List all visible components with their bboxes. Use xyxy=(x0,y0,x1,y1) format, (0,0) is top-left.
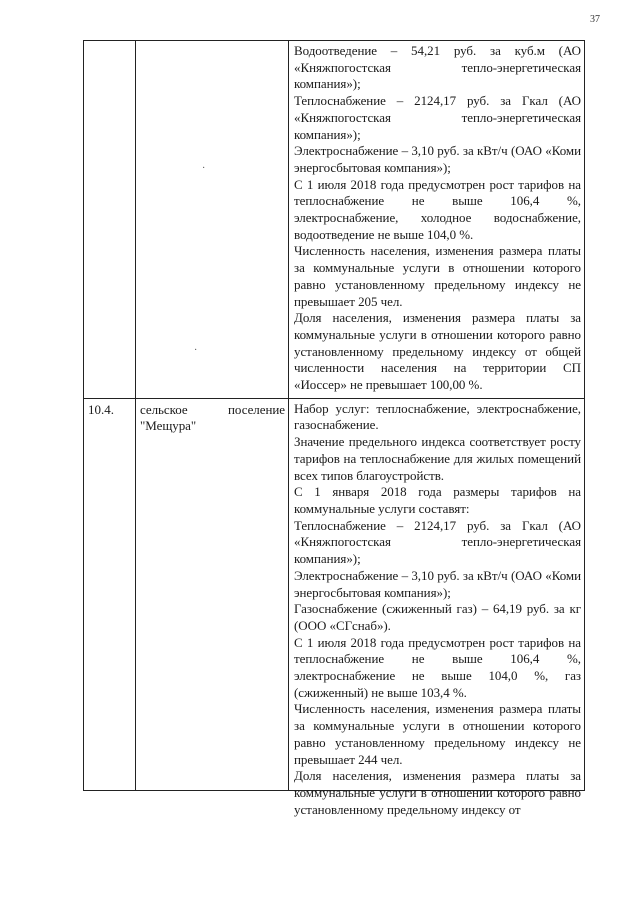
paragraph: Доля населения, изменения размера платы за коммунальные услуги в отношении которого равно установленному предельному индексу от xyxy=(294,768,581,817)
paragraph: Набор услуг: теплоснабжение, электроснабжение, газоснабжение. xyxy=(294,400,581,433)
paragraph: Численность населения, изменения размера платы за коммунальные услуги в отношении которого равно установленному предельному индексу не превышает 244 чел. xyxy=(294,701,581,767)
paragraph: Теплоснабжение – 2124,17 руб. за Гкал (АО «Княжпогостская тепло-энергетическая компания»); xyxy=(294,517,581,567)
tariff-description-cell xyxy=(289,398,585,817)
row-number-cell xyxy=(84,41,136,399)
paragraph: С 1 января 2018 года размеры тарифов на коммунальные услуги составят: xyxy=(294,484,581,516)
paragraph: Теплоснабжение – 2124,17 руб. за Гкал (АО «Княжпогостская тепло-энергетическая компания»); xyxy=(294,93,581,142)
paragraph: Электроснабжение – 3,10 руб. за кВт/ч (ОАО «Коми энергосбытовая компания»); xyxy=(294,567,581,600)
paragraph: С 1 июля 2018 года предусмотрен рост тарифов на теплоснабжение не выше 106,4 %, электроснабжение не выше 104,0 %, газ (сжиженный) не выше 103,4 %. xyxy=(294,634,581,700)
page-number: 37 xyxy=(590,14,600,25)
paragraph: Численность населения, изменения размера платы за коммунальные услуги в отношении которого равно установленному предельному индексу не превышает 205 чел. xyxy=(294,243,581,309)
scan-dot-mark: · xyxy=(202,163,206,174)
tariff-table xyxy=(83,40,585,817)
paragraph: Газоснабжение (сжиженный газ) – 64,19 руб. за кг (ООО «СГснаб»). xyxy=(294,601,581,633)
paragraph: Доля населения, изменения размера платы за коммунальные услуги в отношении которого равно установленному предельному индексу от общей численности населения на территории СП «Иоссер» не превышает 100,00 %. xyxy=(294,310,581,393)
settlement-name-cell xyxy=(136,41,289,399)
paragraph: Электроснабжение – 3,10 руб. за кВт/ч (ОАО «Коми энергосбытовая компания»); xyxy=(294,143,581,175)
row-number-cell: 10.4. xyxy=(84,398,136,790)
settlement-name-cell xyxy=(136,398,289,790)
paragraph: Значение предельного индекса соответствует росту тарифов на теплоснабжение для жилых помещений всех типов благоустройств. xyxy=(294,434,581,483)
scan-dot-mark: · xyxy=(194,345,198,356)
tariff-description-cell xyxy=(289,41,585,399)
settlement-name: сельское поселение "Мещура" xyxy=(140,401,285,434)
paragraph: Водоотведение – 54,21 руб. за куб.м (АО «Княжпогостская тепло-энергетическая компания»); xyxy=(294,43,581,92)
table-row xyxy=(84,398,585,790)
table-row xyxy=(84,41,585,399)
paragraph: С 1 июля 2018 года предусмотрен рост тарифов на теплоснабжение не выше 106,4 %, электроснабжение, холодное водоснабжение, водоотведение не выше 104,0 %. xyxy=(294,176,581,242)
